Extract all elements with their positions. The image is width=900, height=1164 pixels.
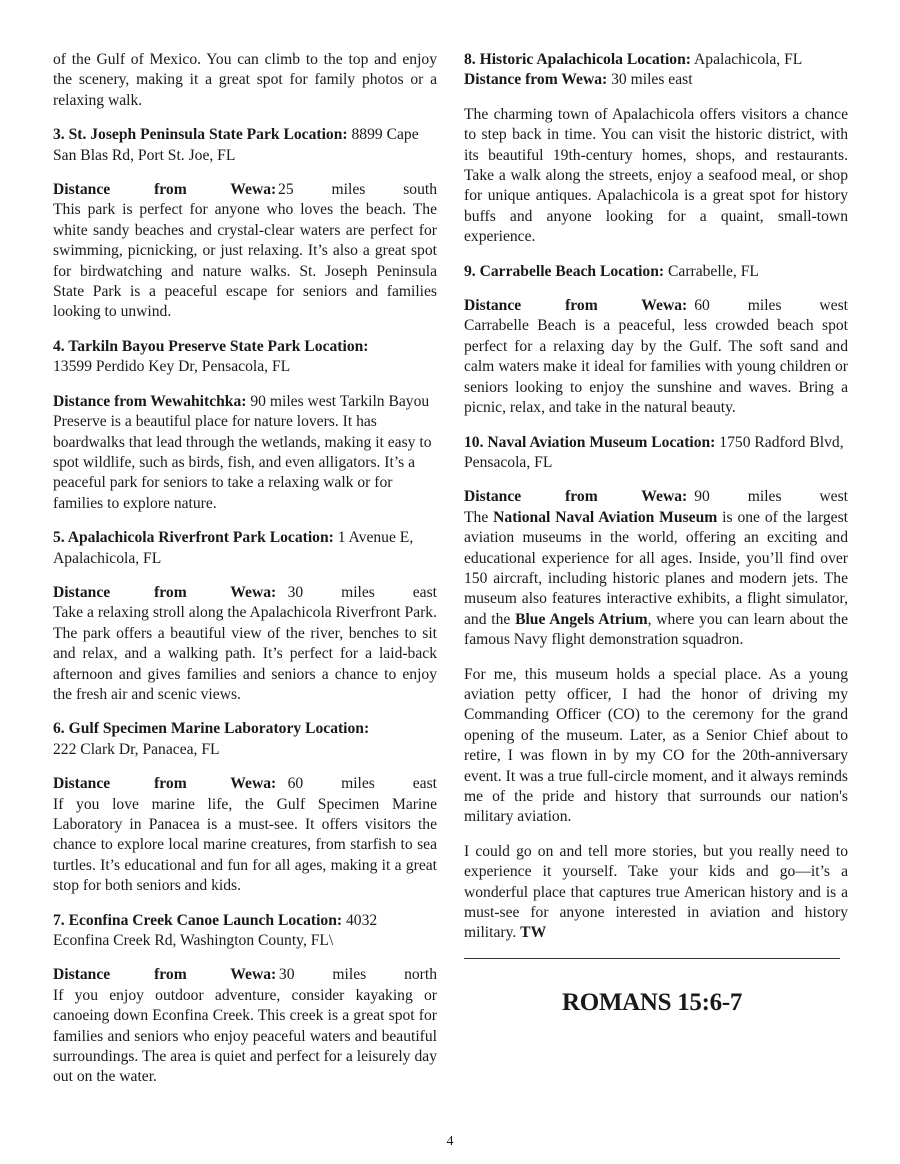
distance-value: 30 miles east [611,71,693,89]
atrium-name: Blue Angels Atrium [515,610,648,628]
closing-paragraph [464,842,848,944]
section-7-heading: 7. Econfina Creek Canoe Launch Location: [53,911,343,929]
section-8-header [464,50,848,91]
distance-value: 60 miles west [694,297,848,315]
section-3-text: This park is perfect for anyone who loves the beach. The white sandy beaches and crystal-clear waters are perfect for swimming, picnicking, or just relaxing. It’s also a great spot for birdwatching and nature walks. St. Joseph Peninsula State Park is a peaceful escape for seniors and families looking to unwind. [53,201,437,321]
section-9-body [464,296,848,418]
section-4-header [53,337,437,378]
section-7-header [53,911,437,952]
distance-value: 30 miles east [287,583,437,601]
section-3-location: 8899 Cape San Blas Rd, Port St. Joe, FL [53,126,419,164]
section-6-distance [53,774,437,794]
section-6-location: 222 Clark Dr, Panacea, FL [53,740,220,758]
section-3-heading: 3. St. Joseph Peninsula State Park Location: [53,126,348,144]
distance-label: Distance from Wewa: [464,488,688,506]
distance-label: Distance from Wewa: [53,966,277,984]
distance-label: Distance from Wewa: [53,181,277,199]
section-5-heading: 5. Apalachicola Riverfront Park Location: [53,529,334,547]
section-10-header [464,433,848,474]
intro-paragraph: of the Gulf of Mexico. You can climb to the top and enjoy the scenery, making it a great spot for family photos or a relaxing walk. [53,51,437,109]
story-paragraph: For me, this museum holds a special place. As a young aviation petty officer, I had the honor of driving my Commanding Officer (CO) to the ceremony for the grand opening of the museum. Later, as a Senior Chief about to retire, I was flown in by my CO for the 20th-anniversary event. It was a true full-circle moment, and it always reminds me of the pride and history that surrounds our nation's military aviation. [464,665,848,826]
author-signature: TW [520,924,547,942]
page-number: 4 [446,1134,454,1149]
distance-value: 90 miles west [694,488,848,506]
section-8-heading: 8. Historic Apalachicola Location: [464,51,691,68]
distance-label: Distance from Wewa: [464,297,688,315]
section-4-heading: 4. Tarkiln Bayou Preserve State Park Location: [53,337,369,355]
section-9-distance [464,296,848,316]
distance-label: Distance from Wewa: [53,775,277,793]
section-4-body [53,392,437,514]
section-5-header [53,528,437,569]
left-column [53,50,437,1102]
section-3-header [53,125,437,166]
section-8-location: Apalachicola, FL [694,51,802,68]
section-4-location: 13599 Perdido Key Dr, Pensacola, FL [53,358,291,376]
distance-value: 25 miles south [278,181,437,199]
museum-name: National Naval Aviation Museum [493,508,718,526]
distance-label: Distance from Wewahitchka: [53,392,247,410]
section-4-text: Tarkiln Bayou Preserve is a beautiful place for nature lovers. It has boardwalks that lead through the wetlands, making it easy to spot wildlife, such as birds, fish, and even alligators. It’s a peaceful park for seniors to take a relaxing walk or for families to explore nature. [53,392,432,512]
section-10-heading: 10. Naval Aviation Museum Location: [464,433,716,451]
section-5-text: Take a relaxing stroll along the Apalachicola Riverfront Park. The park offers a beautiful view of the river, benches to sit and relax, and a walking path. It’s perfect for a laid-back afternoon and gives families and seniors a chance to enjoy the fresh air and scenic views. [53,604,437,703]
section-5-location: 1 Avenue E, Apalachicola, FL [53,529,414,567]
section-10-body [464,487,848,650]
divider-rule [464,958,840,959]
section-9-heading: 9. Carrabelle Beach Location: [464,262,665,280]
section-7-text: If you enjoy outdoor adventure, consider kayaking or canoeing down Econfina Creek. This creek is a great spot for families and seniors who enjoy peaceful waters and beautiful surroundings. The area is quiet and perfect for a leisurely day out on the water. [53,986,437,1086]
section-7-body [53,965,437,1087]
section-9-location: Carrabelle, FL [668,262,759,280]
section-7-distance [53,965,437,985]
distance-value: 30 miles north [278,966,437,984]
distance-label: Distance from Wewa: [53,583,277,601]
section-6-heading: 6. Gulf Specimen Marine Laboratory Location: [53,720,370,738]
section-6-header [53,719,437,760]
section-8-body: The charming town of Apalachicola offers visitors a chance to step back in time. You can visit the historic district, with its beautiful 19th-century homes, shops, and restaurants. Take a walk along the streets, enjoy a seafood meal, or shop for unique antiques. Apalachicola is a great spot for history buffs and anyone looking for a quaint, small-town experience. [464,105,848,246]
section-6-text: If you love marine life, the Gulf Specimen Marine Laboratory in Panacea is a must-see. It offers visitors the chance to explore local marine creatures, from starfish to sea turtles. It’s educational and fun for all ages, making it a great stop for both seniors and kids. [53,795,437,895]
section-7-location: 4032 Econfina Creek Rd, Washington County, FL\ [53,911,378,950]
section-10-distance [464,487,848,507]
distance-label: Distance from Wewa: [464,71,608,89]
right-column [464,50,848,1016]
section-10-text-pre: The [464,508,489,526]
section-5-body [53,583,437,705]
bible-verse: ROMANS 15:6-7 [561,988,743,1016]
distance-value: 90 miles west [250,392,337,410]
section-10-text-post: , where you can learn about the famous Navy flight demonstration squadron. [464,610,848,649]
section-5-distance [53,583,437,603]
section-9-header [464,262,848,282]
distance-value: 60 miles east [287,775,437,793]
section-9-text: Carrabelle Beach is a peaceful, less crowded beach spot perfect for a relaxing day by the Gulf. The soft sand and calm waters make it ideal for families with young children or seniors looking to enjoy the sunshine and waves. Bring a picnic, relax, and take in the natural beauty. [464,317,848,417]
closing-text: I could go on and tell more stories, but you really need to experience it yourself. Take your kids and go—it’s a wonderful place that captures true American history and is a must-see for anyone interested in aviation and history military. [464,842,848,942]
section-3-distance [53,180,437,200]
section-3-body [53,180,437,323]
section-10-text-mid: is one of the largest aviation museums in the world, offering an exciting and educational experience for all ages. Inside, you’ll find over 150 aircraft, including historic planes and modern jets. The museum also features interactive exhibits, a flight simulator, and the [464,508,848,628]
section-6-body [53,774,437,896]
section-10-location: 1750 Radford Blvd, Pensacola, FL [464,433,844,471]
